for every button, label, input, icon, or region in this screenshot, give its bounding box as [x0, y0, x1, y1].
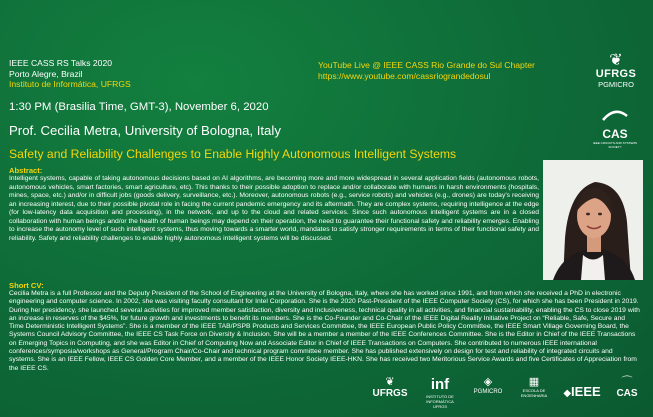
ufrgs-logo-text: UFRGS: [595, 68, 637, 80]
cas-bottom-logo: ⌒ CAS: [610, 376, 644, 399]
sponsor-logos: [360, 376, 648, 410]
ufrgs-bottom-logo: ❦ UFRGS: [366, 376, 414, 399]
stream-channel: YouTube Live @ IEEE CASS Rio Grande do Sul Chapter: [318, 60, 535, 70]
event-location: Porto Alegre, Brazil: [9, 68, 83, 79]
abstract-text: Intelligent systems, capable of taking autonomous decisions based on AI algorithms, are becoming more and more widespread in several application fields (autonomous robots, autonomous vehicles, smart factories, smart agriculture, etc). This thanks to their possible adoption to replace and/or collaborate with humans in harsh environments (hospitals, mines, space, etc.) and/or in difficult jobs (goods delivery, surveillance, etc.). Moreover, autonomous robots (e.g., service robots) and vehicles (e.g., drones) are today's receiving an increasing interest, due to their possible pivotal role in facing the current pandemic emergency and its aftermath. They are complex systems, requiring intelligence at the edge (for low-latency data acquisition and processing), in the network, and up to the cloud and related services. Since such autonomous intelligent systems are in a closed collaboration with human beings and/or the health of human beings may depend on their operation, the need to guarantee their functional safety and reliability emerges. Enabling to increase the autonomy level of such intelligent systems, thus moving towards a smarter world, mandates to satisfy stronger requirements in terms of their functional safety and reliability. Safety and reliability challenges to enable highly autonomous intelligent systems will be discussed.: [9, 175, 539, 242]
speaker-photo: [543, 160, 643, 280]
ieee-diamond-icon: ◆IEEE: [563, 384, 601, 399]
ufrgs-pgmicro-logo: [590, 54, 642, 89]
cas-logo-text: CAS: [602, 127, 628, 141]
event-time: 1:30 PM (Brasilia Time, GMT-3), November 6, 2020: [9, 101, 269, 113]
cas-logo: [592, 108, 638, 149]
speaker-name: Prof. Cecilia Metra, University of Bologna, Italy: [9, 123, 281, 138]
escola-engenharia-logo: ▦ ESCOLA DE ENGENHARIA: [514, 376, 554, 398]
cas-swoosh-icon: [601, 108, 629, 122]
ufrgs-emblem-icon: ❦: [609, 52, 623, 69]
cas-swoosh-icon: ⌒: [621, 376, 633, 388]
stream-link[interactable]: https://www.youtube.com/cassriograndedosul: [318, 71, 491, 81]
ufrgs-emblem-icon: ❦: [385, 376, 395, 388]
escola-emblem-icon: ▦: [528, 376, 540, 388]
event-series: IEEE CASS RS Talks 2020: [9, 58, 113, 68]
cas-logo-subtext: IEEE CIRCUITS AND SYSTEMS SOCIETY: [592, 141, 637, 149]
event-host: Instituto de Informática, UFRGS: [9, 79, 131, 89]
talk-title: Safety and Reliability Challenges to Enable Highly Autonomous Intelligent Systems: [9, 147, 457, 161]
pgmicro-emblem-icon: ◈: [483, 376, 493, 388]
cv-text: Cecilia Metra is a full Professor and the Deputy President of the School of Engineering at the University of Bologna, Italy, where she has worked since 1991, and from which she received a PhD in electronic engineering and computer science. In 2002, she was visiting faculty consultant for Intel Corporation. She is the 2020 Past-President of the IEEE Computer Society (CS), for which she has been President in 2019. During her presidency, she launched several activities for improved member satisfaction, diversity and inclusiveness, technical quality in all activities, and financial sustainability, enabling the CS to close 2019 with an increase in reserves of the $45%, for future growth and investments to benefit its members. She is the Co-Founder and Co-Chair of the IEEE Digital Reality Initiative Project on “Reliable, Safe, Secure and Time Deterministic Intelligent Systems”. She is a member of the IEEE TAB/PSPB Products and Services Committee, the IEEE European Public Policy Committee, the IEEE Smart Village Governing Board, the Systems Council Advisory Committee, the IEEE CS Task Force on Diversity & Inclusion. She will be a member a member of the IEEE Conferences Committee. She is the Editor in Chief of the IEEE Transactions on Emerging Topics in Computing, and she was Editor in Chief of Computing Now and Associate Editor in Chief of IEEE Transactions on Computers. She contributed to numerous IEEE international conferences/symposia/workshops as General/Program Chair/Co-Chair and technical program committee member. She has published extensively on design for test and reliability of integrated circuits and systems. She is an IEEE Fellow, IEEE CS Golden Core Member, and a member of the IEEE Honor Society IEEE-HKN. She has received two Meritorious Service Awards and five Certificates of Appreciation from the IEEE CS.: [9, 290, 640, 372]
ieee-logo: [558, 384, 606, 399]
cv-label: Short CV:: [9, 281, 44, 290]
pgmicro-logo-text: PGMICRO: [598, 80, 634, 89]
inf-logo: inf INSTITUTO DE INFORMÁTICA UFRGS: [426, 376, 454, 409]
event-header: [9, 58, 131, 90]
pgmicro-bottom-logo: ◈ PGMICRO: [466, 376, 510, 396]
abstract-label: Abstract:: [9, 166, 43, 175]
stream-info: [318, 60, 535, 82]
